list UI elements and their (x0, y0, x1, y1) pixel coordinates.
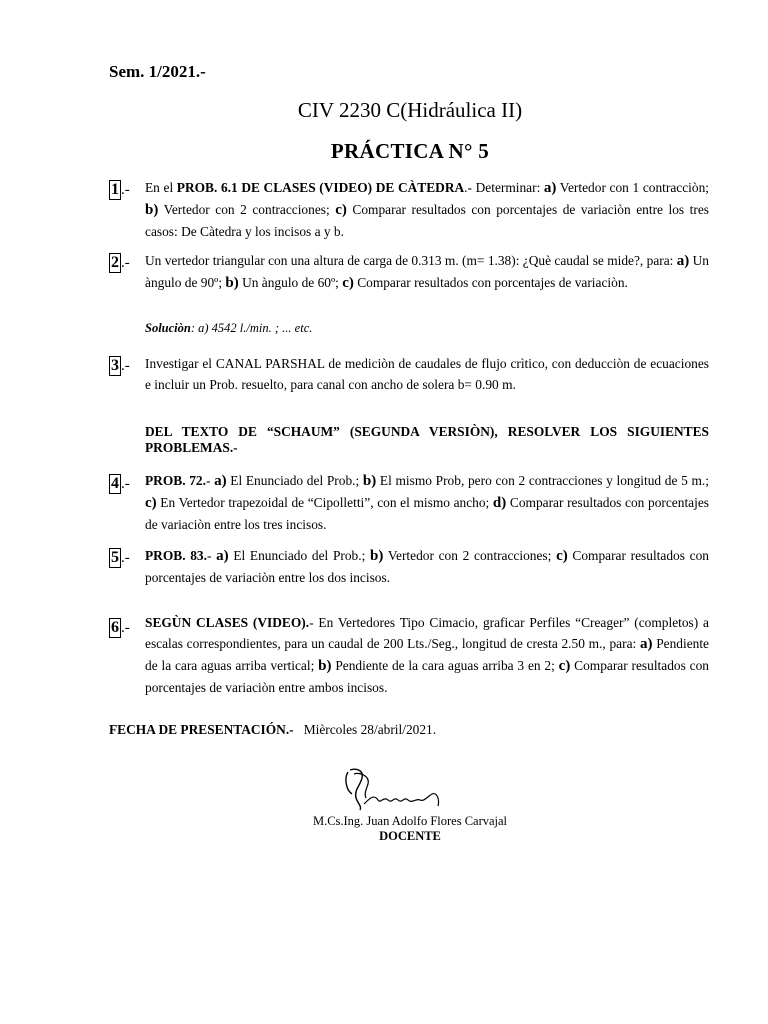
item-2-solution: Soluciòn: a) 4542 l./min. ; ... etc. (145, 321, 313, 335)
item-3-number: 3 .- (111, 357, 130, 374)
practice-title: PRÁCTICA N° 5 (330, 139, 490, 163)
item-4-text: PROB. 72.- a) El Enunciado del Prob.; b) El mismo Prob, pero con 2 contracciones y longitud de 5 m.; c) En Vertedor trapezoidal de “Cipolletti”, con el mismo ancho; d) Comparar resultados con porcentajes de variaciòn entre los tres incisos. (145, 473, 709, 532)
course-title: CIV 2230 C(Hidráulica II) (297, 98, 523, 122)
schaum-heading: DEL TEXTO DE “SCHAUM” (SEGUNDA VERSIÒN), RESOLVER LOS SIGUIENTES PROBLEMAS.- (145, 424, 709, 455)
item-5-text: PROB. 83.- a) El Enunciado del Prob.; b) Vertedor con 2 contracciones; c) Comparar resultados con porcentajes de variaciòn entre los dos incisos. (145, 548, 709, 585)
item-4-number: 4 .- (111, 475, 130, 492)
item-3-text: Investigar el CANAL PARSHAL de mediciòn de caudales de flujo crìtico, con deducciòn de ecuaciones e incluir un Prob. resuelto, para canal con ancho de solera b= 0.90 m. (145, 356, 709, 392)
item-1-number: 1 .- (111, 181, 130, 198)
signatory-role: DOCENTE (379, 829, 441, 843)
item-5-number: 5 .- (111, 549, 130, 566)
item-2-number: 2 .- (111, 254, 130, 271)
handwritten-signature (340, 764, 450, 814)
item-2-text: Un vertedor triangular con una altura de carga de 0.313 m. (m= 1.38): ¿Què caudal se mide?, para: a) Un àngulo de 90º; b) Un àngulo de 60º; c) Comparar resultados con porcentajes de variaciòn. (145, 253, 709, 291)
item-6-number: 6 .- (111, 619, 130, 636)
presentation-date: FECHA DE PRESENTACIÓN.- Mièrcoles 28/abril/2021. (109, 722, 437, 737)
signatory-name: M.Cs.Ing. Juan Adolfo Flores Carvajal (312, 814, 508, 828)
semester-label: Sem. 1/2021.- (109, 62, 206, 81)
item-6-text: SEGÙN CLASES (VIDEO).- En Vertedores Tipo Cimacio, graficar Perfiles “Creager” (completos) a escalas correspondientes, para un caudal de 200 Lts./Seg., longitud de cresta 2.50 m., para: a) Pendiente de la cara aguas arriba vertical; b) Pendiente de la cara aguas arriba 3 en 2; c) Comparar resultados con porcentajes de variaciòn entre ambos incisos. (145, 615, 710, 695)
item-1-text: En el PROB. 6.1 DE CLASES (VIDEO) DE CÀTEDRA.- Determinar: a) Vertedor con 1 contracciòn; b) Vertedor con 2 contracciones; c) Comparar resultados con porcentajes de variaciòn entre los tres casos: De Càtedra y los incisos a y b. (145, 180, 709, 239)
